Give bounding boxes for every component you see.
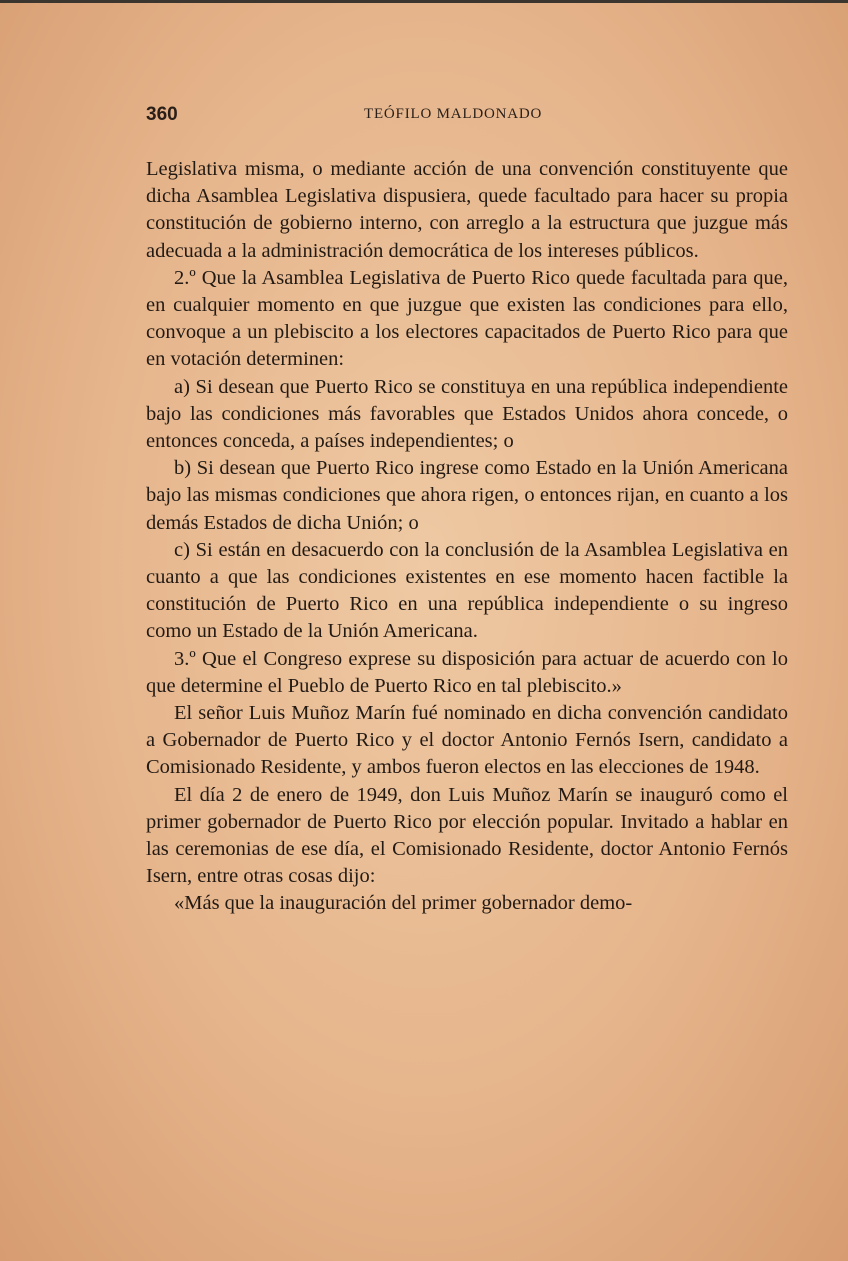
body-text	[146, 156, 788, 918]
paragraph-quote-start: «Más que la inauguración del primer gobernador demo-	[174, 892, 633, 915]
page-header	[146, 104, 788, 130]
paragraph-continuation: Legislativa misma, o mediante acción de una convención constituyente que dicha Asamblea Legislativa dispusiera, quede facultado para hacer su propia constitución de gobierno interno, con arreglo a la estructura que juzgue más adecuada a la administración democrática de los intereses públicos.	[146, 158, 788, 262]
paragraph-nomination: El señor Luis Muñoz Marín fué nominado en dicha convención candidato a Gobernador de Puerto Rico y el doctor Antonio Fernós Isern, candidato a Comisionado Residente, y ambos fueron electos en las elecciones de 1948.	[146, 702, 788, 779]
paragraph-point-3: 3.º Que el Congreso exprese su disposición para actuar de acuerdo con lo que determine el Pueblo de Puerto Rico en tal plebiscito.»	[146, 647, 788, 697]
page-top-edge	[0, 0, 848, 3]
paragraph-option-a: a) Si desean que Puerto Rico se constituya en una república independiente bajo las condiciones más favorables que Estados Unidos ahora concede, o entonces conceda, a países independientes; o	[146, 375, 788, 453]
running-head: TEÓFILO MALDONADO	[364, 106, 543, 122]
paragraph-option-c: c) Si están en desacuerdo con la conclusión de la Asamblea Legislativa en cuanto a que las condiciones existentes en ese momento hacen factible la constitución de Puerto Rico en una república independiente o su ingreso como un Estado de la Unión Americana.	[146, 538, 788, 643]
paragraph-point-2: 2.º Que la Asamblea Legislativa de Puerto Rico quede facultada para que, en cualquier momento en que juzgue que existen las condiciones para ello, convoque a un plebiscito a los electores capacitados de Puerto Rico para que en votación determinen:	[146, 266, 788, 371]
paragraph-inauguration: El día 2 de enero de 1949, don Luis Muñoz Marín se inauguró como el primer gobernador de Puerto Rico por elección popular. Invitado a hablar en las ceremonias de ese día, el Comisionado Residente, doctor Antonio Fernós Isern, entre otras cosas dijo:	[146, 783, 788, 888]
page-number: 360	[146, 104, 178, 125]
paragraph-option-b: b) Si desean que Puerto Rico ingrese como Estado en la Unión Americana bajo las mismas condiciones que ahora rigen, o entonces rijan, en cuanto a los demás Estados de dicha Unión; o	[146, 457, 788, 534]
